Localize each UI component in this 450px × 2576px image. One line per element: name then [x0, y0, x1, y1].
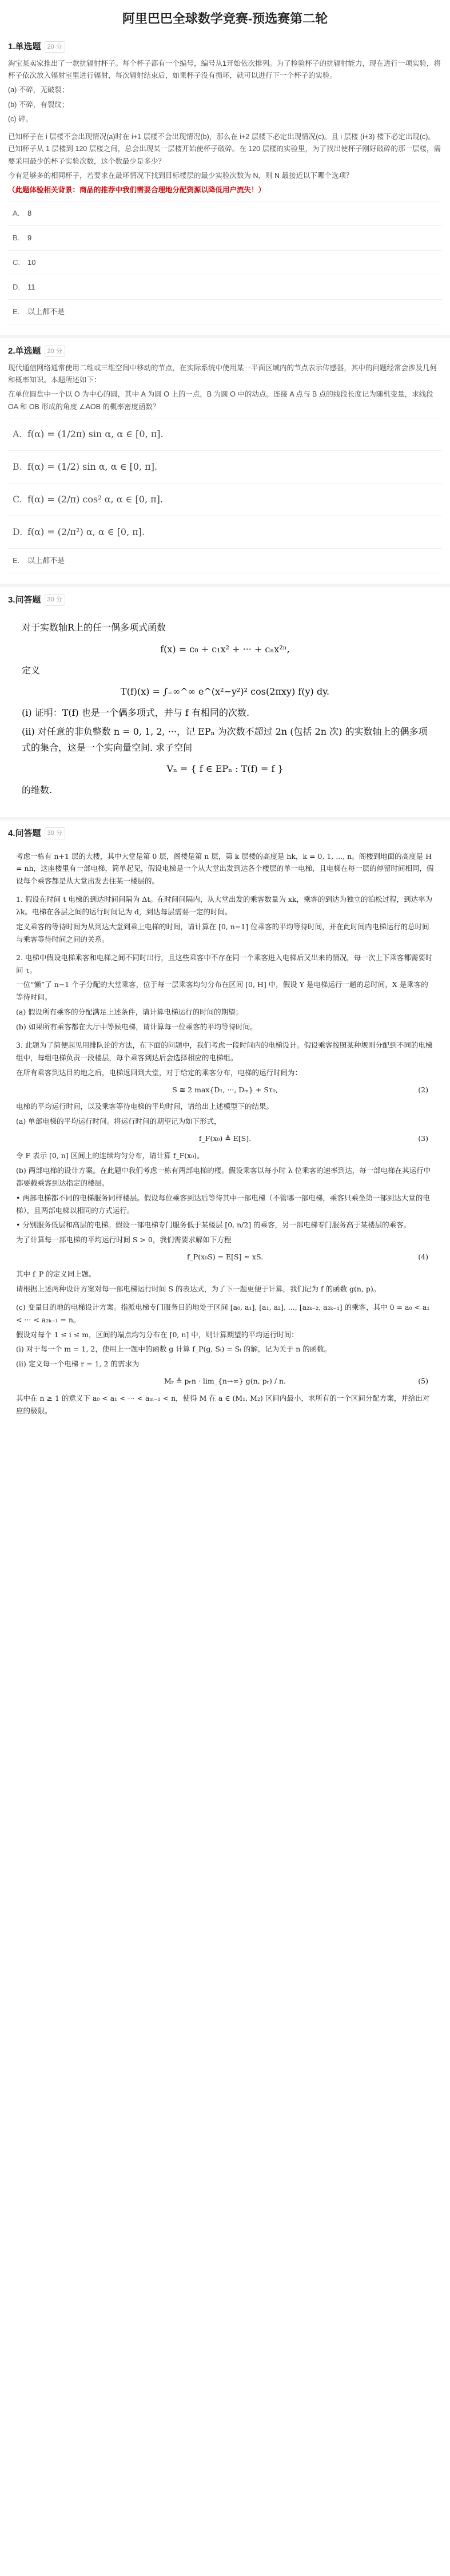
- option-letter: E.: [13, 556, 20, 565]
- q3-equation-1: f(x) = c₀ + c₁x² + ··· + cₙx²ⁿ,: [160, 643, 290, 655]
- q1-option-b[interactable]: [8, 226, 442, 251]
- question-4-header: [8, 826, 442, 841]
- equation-number: (2): [418, 1085, 428, 1094]
- q4-item-c-ii: (ii) 定义每一个电梯 r = 1, 2 的需求为: [16, 1360, 140, 1369]
- q3-equation-2: T(f)(x) = ∫₋∞^∞ e^(x²−y²)² cos(2πxy) f(y) dy.: [120, 685, 330, 697]
- q4-item-1-text: 1. 假设在时间 t 电梯的到达时间间隔为 Δt。在时间间隔内，从大堂出发的乘客数量为 xk，乘客的到达为独立的泊松过程，到达率为 λk。电梯在各层之间的运行时间记为 d，到达每层需要一定的时间。: [16, 895, 432, 917]
- option-text: 9: [27, 233, 32, 243]
- section-divider: [0, 335, 450, 338]
- equation-number: (3): [418, 1134, 428, 1143]
- q4-item-1-text: 定义乘客的等待时间为从到达大堂到乘上电梯的时间，请计算在 [0, n−1] 位乘客的平均等待时间，并在此时间内电梯运行的总时间与乘客等待时间之间的关系。: [16, 922, 429, 944]
- q1-option-d[interactable]: [8, 275, 442, 300]
- q4-item-3: [16, 1039, 434, 1295]
- q1-case-c: (c) 碎。: [8, 114, 33, 123]
- equation-number: (4): [418, 1253, 428, 1262]
- q4-item-1: [16, 893, 434, 946]
- q4-item-2a: (a) 假设所有乘客的分配满足上述条件，请计算电梯运行的时间的期望；: [16, 1008, 243, 1017]
- q4-item-2b: (b) 如果所有乘客都在大厅中等候电梯，请计算每一位乘客的平均等待时间。: [16, 1023, 257, 1032]
- q4-item-3-text: 3. 此题为了简便起见用排队论的方法，在下面的问题中，我们考虑一段时间内的电梯设计。假设乘客按照某种规则分配到不同的电梯组中，每组电梯负责一段楼层，每个乘客到达后会选择相应的电梯组。: [16, 1040, 433, 1062]
- question-4-type: 4.问答题: [8, 829, 41, 839]
- option-letter: B.: [13, 461, 22, 473]
- q3-equation-3: Vₙ = { f ∈ EPₙ : T(f) = f }: [166, 763, 284, 774]
- q4-item-c-i: (i) 对于每一个 m = 1, 2，使用上一题中的函数 g 计算 f_P(g, Sᵢ) = Sᵢ 的解，记为关于 n 的函数。: [16, 1345, 332, 1354]
- q2-option-d[interactable]: [8, 516, 442, 549]
- question-3-body: [8, 611, 442, 807]
- q3-end: 的维数.: [22, 784, 53, 795]
- q3-define: 定义: [22, 664, 41, 676]
- q2-option-a[interactable]: [8, 418, 442, 451]
- q4-equation-3: [16, 1132, 434, 1145]
- question-1-header: [8, 39, 442, 54]
- question-2-type: 2.单选题: [8, 346, 41, 356]
- q3-intro: 对于实数轴R上的任一偶多项式函数: [22, 622, 166, 633]
- option-text: 8: [27, 209, 32, 218]
- option-letter: C.: [13, 258, 20, 267]
- q4-equation-2: [16, 1084, 434, 1096]
- page-title: 阿里巴巴全球数学竞赛-预选赛第二轮: [122, 11, 328, 26]
- q3-part-ii: (ii) 对任意的非负整数 n = 0, 1, 2, ···，记 EPₙ 为次数不超过 2n (包括 2n 次) 的实数轴上的偶多项式的集合，这是一个实向量空间. 求子空间: [22, 726, 428, 753]
- option-letter: A.: [13, 209, 20, 218]
- q4-item-3-text: 请根据上述两种设计方案对每一部电梯运行时间 S 的表达式，为了下一题更便于计算，我们记为 f 的函数 g(n, p)。: [16, 1284, 381, 1293]
- q1-paragraph: 已知杯子在 i 层楼不会出现情况(a)时在 i+1 层楼不会出现情况(b)，那么在 i+2 层楼下必定出现情况(c)。且 i 层楼 (i+3) 楼下必定出现(c)。已知杯子从 1 层楼到 120 层楼之间，总会出现某一层楼开始使杯子破碎。在 120 层楼的实验里，为了找出使杯子刚好破碎的那一层楼，需要采用最少的杯子实验次数，这个数最少是多少？: [8, 133, 441, 165]
- equation-body: f_F(x₀) ≜ E[S].: [198, 1134, 252, 1143]
- q4-item-c-text: 其中在 n ≥ 1 的意义下 a₀ < a₁ < ··· < aₘ₋₁ < n，使得 M 在 a ∈ (M₁, M₂) 区间内最小，求所有的一个区间分配方案，并给出对应的极限。: [16, 1394, 430, 1415]
- question-4: [0, 826, 450, 1426]
- equation-body: Mᵣ ≜ pᵣn · lim_{n→∞} g(n, pᵣ) / n.: [164, 1377, 286, 1386]
- q2-paragraph: 在单位圆盘中一个以 O 为中心的圆，其中 A 为圆 O 上的一点，B 为圆 O 中的动点。连接 A 点与 B 点的线段长度记为随机变量，求线段 OA 和 OB 形成的角度 ∠AOB 的概率密度函数？: [8, 390, 433, 411]
- q4-item-3a: (a) 单部电梯的平均运行时间。将运行时间的期望记为如下形式，: [16, 1117, 221, 1126]
- option-text: 11: [27, 283, 35, 292]
- q1-case-b: (b) 不碎，有裂纹；: [8, 100, 69, 109]
- q2-option-e[interactable]: [8, 549, 442, 573]
- question-4-score: 30 分: [45, 827, 65, 839]
- q4-item-2: [16, 952, 434, 1033]
- q1-option-c[interactable]: [8, 251, 442, 275]
- option-text: 10: [27, 258, 36, 267]
- question-1-score: 20 分: [45, 41, 65, 53]
- q4-equation-4: [16, 1251, 434, 1263]
- q4-equation-5: [16, 1375, 434, 1388]
- option-text: 以上都不是: [27, 556, 65, 565]
- question-2-options: [8, 418, 442, 573]
- question-3-header: [8, 593, 442, 608]
- option-text: f(α) = (2/π) cos² α, α ∈ [0, π].: [27, 494, 163, 505]
- question-4-body: [8, 845, 442, 1426]
- equation-number: (5): [418, 1377, 428, 1386]
- q2-option-c[interactable]: [8, 484, 442, 516]
- option-letter: C.: [13, 494, 22, 505]
- q1-paragraph: 今有足够多的相同杯子，若要求在最坏情况下找到目标楼层的最少实验次数为 N，则 N 最接近以下哪个选项？: [8, 171, 353, 180]
- option-text: f(α) = (1/2) sin α, α ∈ [0, π].: [27, 461, 158, 473]
- q4-item-3-text: 为了计算每一部电梯的平均运行时间 S > 0，我们需要求解如下方程: [16, 1235, 232, 1245]
- option-letter: B.: [13, 233, 20, 243]
- q4-item-c-text: 假设对每个 1 ≤ i ≤ m，区间的端点均匀分布在 [0, n] 中，则计算期望的平均运行时间：: [16, 1330, 298, 1339]
- q4-item-3-text: 电梯的平均运行时间，以及乘客等待电梯的平均时间，请给出上述模型下的结果。: [16, 1102, 274, 1111]
- question-2: [0, 344, 450, 573]
- equation-body: f_P(x₀S) = E[S] ≈ xS.: [186, 1253, 264, 1262]
- q3-part-i: (i) 证明：T(f) 也是一个偶多项式，并与 f 有相同的次数.: [22, 707, 250, 719]
- question-2-header: [8, 344, 442, 359]
- q4-item-3b: (b) 两部电梯的设计方案。在此题中我们考虑一栋有两部电梯的楼。假设乘客以每小时 λ 位乘客的速率到达，每一部电梯在其运行中都要载乘客到达指定的楼层。: [16, 1166, 431, 1187]
- q1-case-a: (a) 不碎，无破裂；: [8, 86, 69, 94]
- question-3-type: 3.问答题: [8, 595, 41, 605]
- equation-body: S ≅ 2 max{D₁, ···, Dₘ} + Sτ₀,: [172, 1085, 278, 1094]
- question-3-score: 30 分: [45, 594, 65, 606]
- option-text: f(α) = (2/π²) α, α ∈ [0, π].: [27, 526, 145, 538]
- section-divider: [0, 817, 450, 821]
- section-divider: [0, 584, 450, 587]
- q4-bullet: • 两部电梯都不同的电梯服务同样楼层。假设每位乘客到达后等待其中一部电梯（不管哪一部电梯，乘客只乘坐第一部到达大堂的电梯），且两部电梯以相同的方式运行。: [16, 1193, 430, 1215]
- q2-option-b[interactable]: [8, 451, 442, 484]
- option-text: f(α) = (1/2π) sin α, α ∈ [0, π].: [27, 429, 164, 440]
- q2-paragraph: 现代通信网络通常使用二维或三维空间中移动的节点，在实际系统中使用某一平面区域内的节点表示传感器，其中的问题经常会涉及几何和概率知识。本题所述如下：: [8, 363, 437, 385]
- q1-option-a[interactable]: [8, 201, 442, 226]
- option-letter: D.: [13, 283, 20, 292]
- q4-item-2-text: 一位“懒”了 n−1 个子分配的大堂乘客，位于每一层乘客均匀分布在区间 [0, H] 中，假设 Y 是电梯运行一趟的总时间，X 是乘客的等待时间。: [16, 980, 428, 1002]
- option-letter: D.: [13, 526, 23, 538]
- q4-intro: 考虑一栋有 n+1 层的大楼，其中大堂是第 0 层，阁楼是第 n 层，第 k 层楼的高度是 hk，k = 0, 1, ..., n。阁楼到地面的高度是 H = nh，这座楼里有一部电梯，简单起见，假设电梯是一个从大堂出发到达各个楼层的单一电梯，且电梯在每一层的停留时间相同，假设每个乘客都是从大堂出发去往某一楼层的。: [16, 851, 434, 886]
- q4-bullet: • 分别服务低层和高层的电梯。假设一部电梯专门服务低于某楼层 [0, n/2] 的乘客，另一部电梯专门服务高于某楼层的乘客。: [16, 1220, 411, 1230]
- q1-highlight: （此题体验相关背景：商品的推荐中我们需要合理地分配资源以降低用户流失！）: [8, 186, 266, 195]
- question-1-type: 1.单选题: [8, 42, 41, 52]
- question-1-stem: [8, 58, 442, 197]
- question-1: [0, 39, 450, 324]
- q4-item-3-text: 令 F 表示 [0, n] 区间上的连续均匀分布，请计算 f_F(x₀)。: [16, 1151, 204, 1160]
- q4-item-3-text: 其中 f_P 的定义同上题。: [16, 1270, 96, 1279]
- q4-item-c-text: (c) 变量目的地的电梯设计方案。指派电梯专门服务目的地处于区间 [a₀, a₁], [a₁, a₂], ..., [a₂ₖ₋₂, a₂ₖ₋₁] 的乘客，其中 0 = a₀ < a₁ < ··· < a₂ₖ₋₁ = n。: [16, 1302, 430, 1324]
- option-letter: A.: [13, 429, 22, 440]
- question-2-score: 20 分: [45, 346, 65, 358]
- q4-item-c: [16, 1301, 434, 1417]
- q4-item-2-text: 2. 电梯中假设电梯乘客和电梯之间不同时出行，且这些乘客中不存在同一个乘客进入电梯后又出来的情况，每一次上下乘客都需要时间 τ。: [16, 953, 433, 974]
- question-2-stem: [8, 362, 442, 413]
- q1-paragraph: 淘宝某卖家推出了一款抗辐射杯子。每个杯子都有一个编号，编号从1开始依次排列。为了检验杯子的抗辐射能力，现在进行一项实验，将杯子依次放入辐射室里进行辐射，每次辐射结束后，如果杯子没有损坏，就可以进行下一个杯子的实验。: [8, 59, 441, 80]
- option-text: 以上都不是: [27, 307, 65, 316]
- option-letter: E.: [13, 307, 20, 316]
- question-1-options: [8, 201, 442, 324]
- q1-option-e[interactable]: [8, 300, 442, 324]
- q4-item-3-text: 在所有乘客到达目的地之后，电梯返回到大堂，对于给定的乘客分布，电梯的运行时间为：: [16, 1068, 302, 1077]
- question-3: [0, 593, 450, 807]
